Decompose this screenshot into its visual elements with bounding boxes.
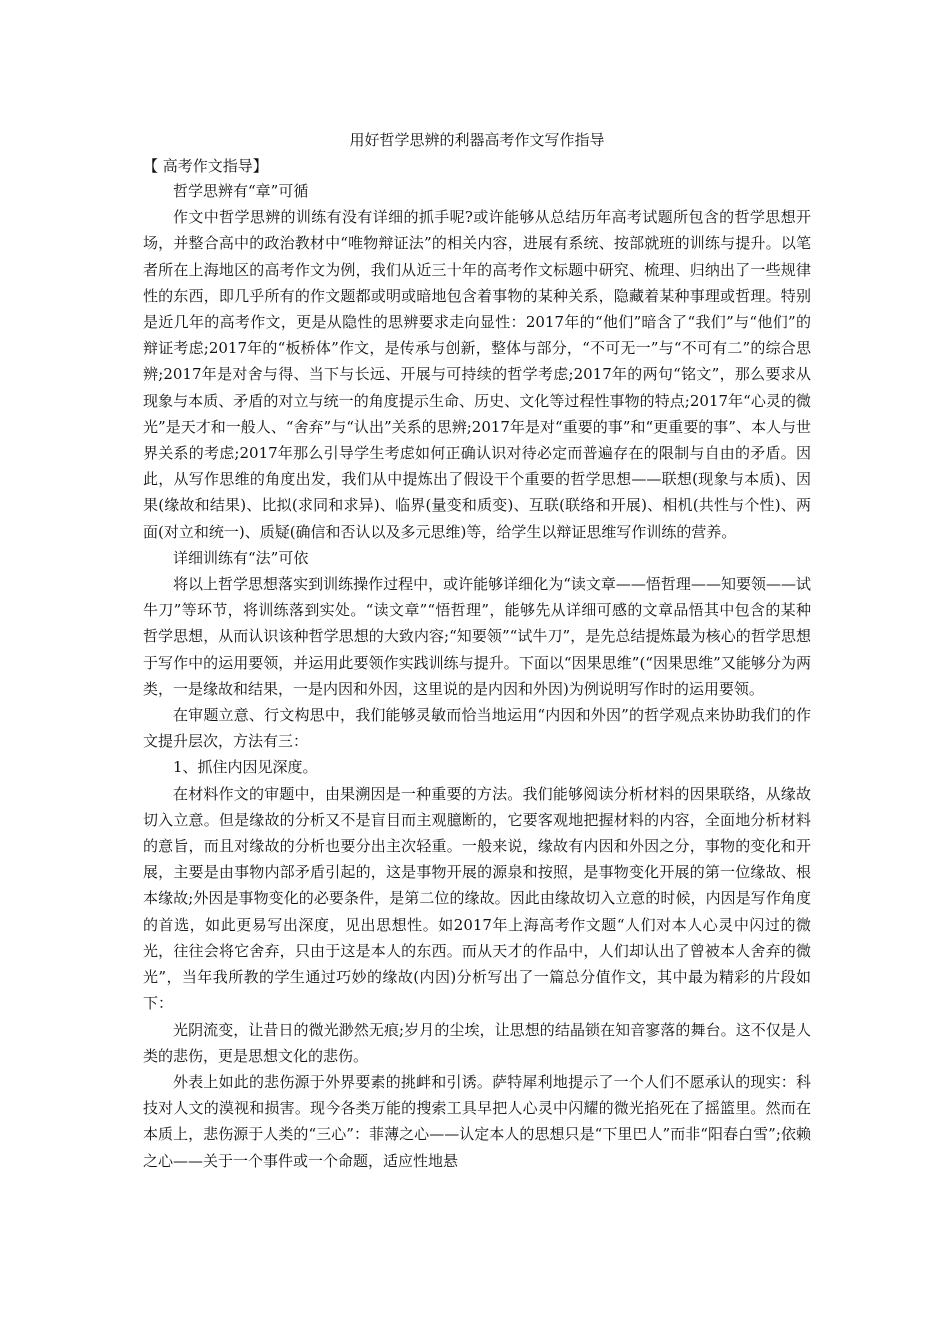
paragraph-method: 将以上哲学思想落实到训练操作过程中，或许能够详细化为“读文章——悟哲理——知要领——试牛刀”等环节，将训练落到实处。“读文章”“悟哲理”，能够先从详细可感的文章品悟其中包含的某种哲学思想，从而认识该种哲学思想的大致内容;“知要领”“试牛刀”，是先总结提炼最为核心的哲学思想于写作中的运用要领，并运用此要领作实践训练与提升。下面以“因果思维”(“因果思维”又能够分为两类，一是缘故和结果，一是内因和外因，这里说的是内因和外因)为例说明写作时的运用要领。 bbox=[143, 575, 811, 698]
paragraph-approach: 在审题立意、行文构思中，我们能够灵敏而恰当地运用“内因和外因”的哲学观点来协助我们的作文提升层次，方法有三： bbox=[143, 706, 811, 751]
paragraph-quote-1: 光阴流变，让昔日的微光渺然无痕;岁月的尘埃，让思想的结晶锁在知音寥落的舞台。这不仅是人类的悲伤，更是思想文化的悲伤。 bbox=[143, 1020, 811, 1065]
section-tag: 【 高考作文指导】 bbox=[143, 157, 268, 175]
numbered-point-1: 1、抓住内因见深度。 bbox=[173, 758, 318, 777]
paragraph-intro: 作文中哲学思辨的训练有没有详细的抓手呢?或许能够从总结历年高考试题所包含的哲学思想开场，并整合高中的政治教材中“唯物辩证法”的相关内容，进展有系统、按部就班的训练与提升。以笔者所在上海地区的高考作文为例，我们从近三十年的高考作文标题中研究、梳理、归纳出了一些规律性的东西，即几乎所有的作文题都或明或暗地包含着事物的某种关系，隐藏着某种事理或哲理。特别是近几年的高考作文，更是从隐性的思辨要求走向显性：2017年的“他们”暗含了“我们”与“他们”的辩证考虑;2017年的“板桥体”作文，是传承与创新，整体与部分，“不可无一”与“不可有二”的综合思辨;2017年是对舍与得、当下与长远、开展与可持续的哲学考虑;2017年的两句“铭文”，那么要求从现象与本质、矛盾的对立与统一的角度提示生命、历史、文化等过程性事物的特点;2017年“心灵的微光”是天才和一般人、“舍弃”与“认出”关系的思辨;2017年是对“重要的事”和“更重要的事”、本人与世界关系的考虑;2017年那么引导学生考虑如何正确认识对待必定而普遍存在的限制与自由的矛盾。因此，从写作思维的角度出发，我们从中提炼出了假设干个重要的哲学思想——联想(现象与本质)、因果(缘故和结果)、比拟(求同和求异)、临界(量变和质变)、互联(联络和开展)、相机(共性与个性)、两面(对立和统一)、质疑(确信和否认以及多元思维)等，给学生以辩证思维写作训练的营养。 bbox=[143, 208, 811, 541]
subheading-2: 详细训练有“法”可依 bbox=[173, 548, 309, 567]
subheading-1: 哲学思辨有“章”可循 bbox=[173, 182, 309, 200]
paragraph-quote-2: 外表上如此的悲伤源于外界要素的挑衅和引诱。萨特犀利地提示了一个人们不愿承认的现实：科技对人文的漠视和损害。现今各类万能的搜索工具早把人心灵中闪耀的微光掐死在了摇篮里。然而在本质上，悲伤源于人类的“三心”：菲薄之心——认定本人的思想只是“下里巴人”而非“阳春白雪”;依赖之心——关于一个事件或一个命题，适应性地悬 bbox=[143, 1072, 811, 1170]
paragraph-analysis: 在材料作文的审题中，由果溯因是一种重要的方法。我们能够阅读分析材料的因果联络，从缘故切入立意。但是缘故的分析又不是盲目而主观臆断的，它要客观地把握材料的内容，全面地分析材料的意旨，而且对缘故的分析也要分出主次轻重。一般来说，缘故有内因和外因之分，事物的变化和开展，主要是由事物内部矛盾引起的，这是事物开展的源泉和按照，是事物变化开展的第一位缘故、根本缘故;外因是事物变化的必要条件，是第二位的缘故。因此由缘故切入立意的时候，内因是写作角度的首选，如此更易写出深度，见出思想性。如2017年上海高考作文题“人们对本人心灵中闪过的微光，往往会将它舍弃，只由于这是本人的东西。而从天才的作品中，人们却认出了曾被本人舍弃的微光”，当年我所教的学生通过巧妙的缘故(内因)分析写出了一篇总分值作文，其中最为精彩的片段如下： bbox=[143, 784, 811, 1013]
document-title: 用好哲学思辨的利器高考作文写作指导 bbox=[349, 131, 605, 149]
document-page bbox=[143, 128, 811, 1174]
